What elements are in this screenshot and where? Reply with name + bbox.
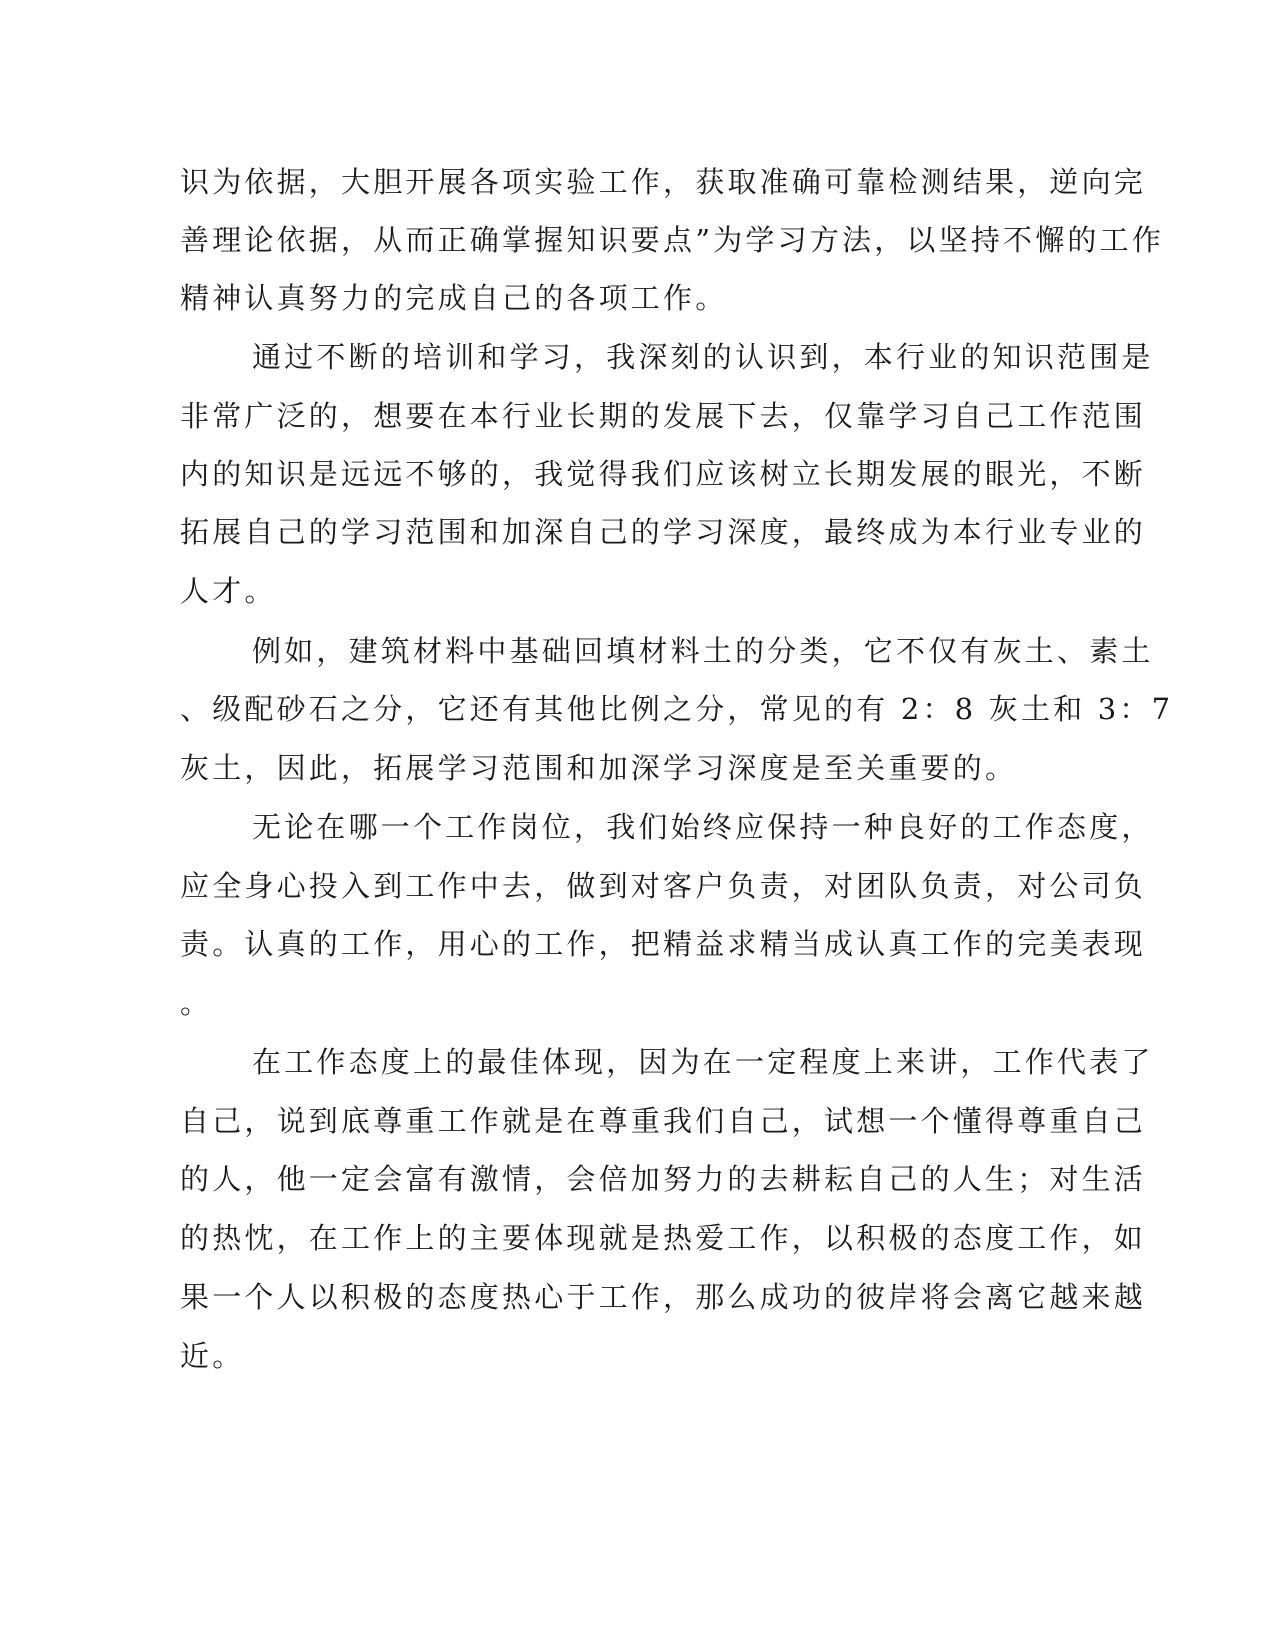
- text-line: 应全身心投入到工作中去，做到对客户负责，对团队负责，对公司负: [180, 869, 1147, 903]
- text-line: 。: [180, 986, 213, 1020]
- paragraph-first-line: 在工作态度上的最佳体现，因为在一定程度上来讲，工作代表了: [252, 1045, 1154, 1079]
- text-line: 责。认真的工作，用心的工作，把精益求精当成认真工作的完美表现: [180, 927, 1147, 961]
- text-line: 灰土，因此，拓展学习范围和加深学习深度是至关重要的。: [180, 751, 1018, 785]
- text-line: 非常广泛的，想要在本行业长期的发展下去，仅靠学习自己工作范围: [180, 399, 1147, 433]
- text-line: 自己，说到底尊重工作就是在尊重我们自己，试想一个懂得尊重自己: [180, 1104, 1147, 1138]
- text-line: 果一个人以积极的态度热心于工作，那么成功的彼岸将会离它越来越: [180, 1280, 1147, 1314]
- text-line: 的热忱，在工作上的主要体现就是热爱工作，以积极的态度工作，如: [180, 1221, 1147, 1255]
- text-line: 人才。: [180, 574, 277, 608]
- paragraph-first-line: 通过不断的培训和学习，我深刻的认识到，本行业的知识范围是: [252, 340, 1154, 374]
- paragraph-first-line: 无论在哪一个工作岗位，我们始终应保持一种良好的工作态度，: [252, 810, 1154, 844]
- paragraph-first-line: 例如，建筑材料中基础回填材料土的分类，它不仅有灰土、素土: [252, 634, 1154, 668]
- text-line: 、级配砂石之分，它还有其他比例之分，常见的有 2：8 灰土和 3：7: [180, 692, 1174, 726]
- text-line: 内的知识是远远不够的，我觉得我们应该树立长期发展的眼光，不断: [180, 457, 1147, 491]
- text-line: 识为依据，大胆开展各项实验工作，获取准确可靠检测结果，逆向完: [180, 165, 1147, 199]
- text-line: 拓展自己的学习范围和加深自己的学习深度，最终成为本行业专业的: [180, 515, 1147, 549]
- text-line: 善理论依据，从而正确掌握知识要点”为学习方法，以坚持不懈的工作: [180, 223, 1165, 257]
- text-line: 近。: [180, 1339, 245, 1373]
- text-line: 的人，他一定会富有激情，会倍加努力的去耕耘自己的人生；对生活: [180, 1162, 1147, 1196]
- text-line: 精神认真努力的完成自己的各项工作。: [180, 281, 728, 315]
